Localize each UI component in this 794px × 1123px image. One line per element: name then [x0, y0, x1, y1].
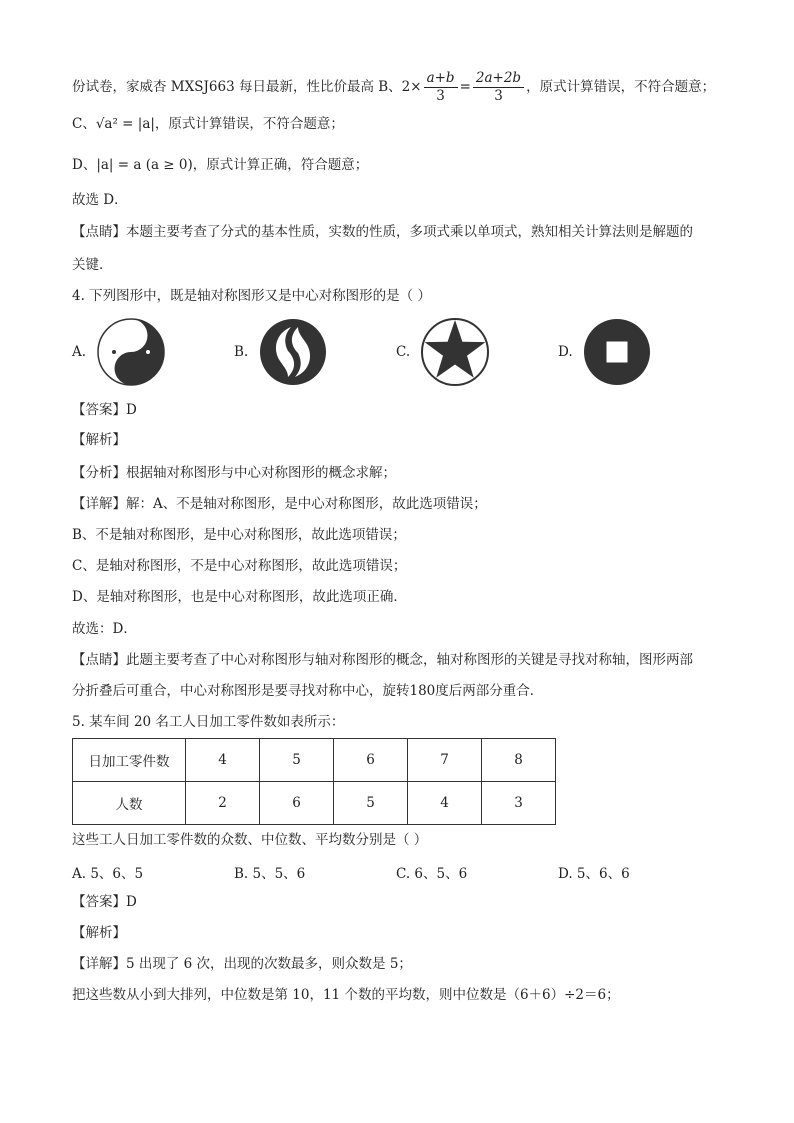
- table-cell: 3: [482, 782, 556, 825]
- q5-question: 这些工人日加工零件数的众数、中位数、平均数分别是（ ）: [72, 832, 428, 848]
- q5-choice-d: D. 5、6、6: [558, 866, 630, 882]
- question-5: 5. 某车间 20 名工人日加工零件数如表所示：: [72, 714, 345, 730]
- line-d-option: D、|a| = a (a ≥ 0)，原式计算正确，符合题意；: [72, 157, 369, 173]
- fraction-2a-plus-2b: $\frac{2a+2b}{3}$: [473, 70, 524, 105]
- table-cell: 7: [408, 739, 482, 782]
- table-cell: 4: [186, 739, 260, 782]
- q4-detail-d: D、是轴对称图形，也是中心对称图形，故此选项正确．: [72, 589, 407, 605]
- table-row: [73, 782, 556, 825]
- q5-jiexi: 【解析】: [72, 925, 126, 941]
- table-cell: 5: [260, 739, 334, 782]
- q5-answer: 【答案】D: [72, 894, 137, 910]
- question-4: 4. 下列图形中，既是轴对称图形又是中心对称图形的是（ ）: [72, 288, 431, 304]
- q5-detail: 【详解】5 出现了 6 次，出现的次数最多，则众数是 5；: [72, 956, 412, 972]
- q4-detail-c: C、是轴对称图形，不是中心对称图形，故此选项错误；: [72, 558, 407, 574]
- q4-detail: 【详解】解：A、不是轴对称图形，是中心对称图形，故此选项错误；: [72, 496, 487, 512]
- table-cell: 6: [260, 782, 334, 825]
- table-cell: 人数: [73, 782, 186, 825]
- q4-select: 故选：D．: [72, 621, 137, 637]
- q5-choice-a: A. 5、6、5: [72, 866, 144, 882]
- table-row: [73, 739, 556, 782]
- yin-yang-icon: [96, 317, 166, 387]
- table-cell: 2: [186, 782, 260, 825]
- table-cell: 4: [408, 782, 482, 825]
- q4-dianjing-1: 【点睛】此题主要考查了中心对称图形与轴对称图形的概念，轴对称图形的关键是寻找对称轴，图形两部: [72, 652, 693, 668]
- q4-dianjing-2: 分折叠后可重合，中心对称图形是要寻找对称中心，旋转180度后两部分重合．: [72, 683, 544, 699]
- option-a-label: A.: [72, 344, 87, 360]
- parts-table: [72, 738, 556, 825]
- fraction-a-plus-b: $\frac{a+b}{3}$: [424, 70, 458, 105]
- q5-median: 把这些数从小到大排列，中位数是第 10，11 个数的平均数，则中位数是（6＋6）÷2＝6；: [72, 987, 620, 1003]
- line-dianjing-1: 【点睛】本题主要考查了分式的基本性质，实数的性质，多项式乘以单项式，熟知相关计算法则是解题的: [72, 224, 693, 240]
- option-d-label: D.: [558, 344, 573, 360]
- q5-choice-c: C. 6、5、6: [396, 866, 468, 882]
- q4-analysis: 【分析】根据轴对称图形与中心对称图形的概念求解；: [72, 465, 396, 481]
- q5-choice-b: B. 5、5、6: [234, 866, 306, 882]
- line-dianjing-2: 关键．: [72, 257, 113, 273]
- line-c-option: C、√a² = |a|，原式计算错误，不符合题意；: [72, 116, 344, 132]
- option-c-label: C.: [396, 344, 411, 360]
- text-segment: 份试卷，家威杏 MXSJ663 每日最新，性比价最高 B、2×: [72, 79, 422, 95]
- table-cell: 8: [482, 739, 556, 782]
- q4-answer: 【答案】D: [72, 402, 137, 418]
- coin-square-hole-icon: [582, 317, 652, 387]
- option-b-label: B.: [234, 344, 249, 360]
- text-segment: ，原式计算错误，不符合题意；: [526, 79, 716, 95]
- table-cell: 5: [334, 782, 408, 825]
- line-b-option: [72, 70, 715, 105]
- swirl-emblem-icon: [258, 317, 328, 387]
- table-cell: 日加工零件数: [73, 739, 186, 782]
- table-cell: 6: [334, 739, 408, 782]
- star-in-circle-icon: [420, 317, 490, 387]
- q4-jiexi: 【解析】: [72, 432, 126, 448]
- equals-sign: =: [459, 79, 471, 95]
- q4-detail-b: B、不是轴对称图形，是中心对称图形，故此选项错误；: [72, 527, 406, 543]
- line-answer-choice: 故选 D．: [72, 192, 128, 208]
